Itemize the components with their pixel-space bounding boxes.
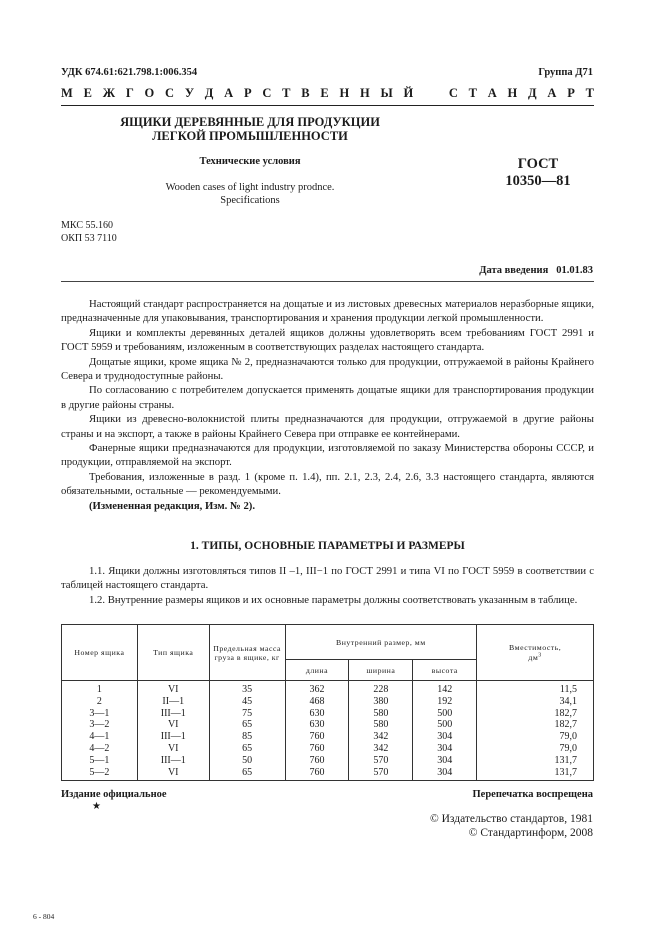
cell-width: 570	[349, 755, 413, 767]
banner-letter: Т	[585, 86, 594, 100]
cell-number: 5—1	[62, 755, 138, 767]
star-mark: ★	[92, 801, 101, 812]
header-height: высота	[413, 660, 477, 681]
intro-text	[61, 297, 594, 513]
date-label: Дата введения	[479, 265, 549, 276]
cell-number: 4—2	[62, 743, 138, 755]
english-title	[90, 181, 410, 207]
classification-codes	[61, 219, 117, 245]
section-text	[61, 564, 594, 607]
cell-mass: 65	[209, 719, 285, 731]
table-row	[62, 708, 594, 720]
cell-capacity: 182,7	[477, 708, 594, 720]
header-width: ширина	[349, 660, 413, 681]
reprint-notice: Перепечатка воспрещена	[472, 789, 593, 800]
banner-letter: Г	[125, 86, 134, 100]
title-line-2: ЛЕГКОЙ ПРОМЫШЛЕННОСТИ	[152, 129, 348, 143]
table-row	[62, 719, 594, 731]
banner-letter: А	[224, 86, 234, 100]
cell-length: 362	[285, 681, 349, 696]
banner-letter: Т	[282, 86, 291, 100]
cell-height: 304	[413, 767, 477, 781]
official-edition: Издание официальное	[61, 789, 167, 800]
banner-letter: С	[448, 86, 458, 100]
cell-capacity: 131,7	[477, 755, 594, 767]
header-capacity	[477, 625, 594, 681]
cell-type: III—1	[137, 708, 209, 720]
header-length: длина	[285, 660, 349, 681]
cell-number: 1	[62, 681, 138, 696]
banner-letter: Д	[204, 86, 214, 100]
cell-length: 760	[285, 767, 349, 781]
paragraph: 1.1. Ящики должны изготовляться типов II –1, III−1 по ГОСТ 2991 и типа VI по ГОСТ 5959 в соответствии с таблицей настоящего стандарта.	[61, 565, 594, 592]
cell-capacity: 11,5	[477, 681, 594, 696]
banner-letter: Р	[567, 86, 575, 100]
document-title	[90, 115, 410, 143]
cell-mass: 65	[209, 743, 285, 755]
paragraph: Настоящий стандарт распространяется на дощатые и из листовых древесных материалов неразборные ящики, предназначенные для упаковывания, транспортирования и хранения продукции легкой промышленности.	[61, 298, 594, 325]
table-row	[62, 681, 594, 696]
revision-note: (Измененная редакция, Изм. № 2).	[89, 499, 256, 512]
paragraph: Ящики и комплекты деревянных деталей ящиков должны удовлетворять всем требованиям ГОСТ 2991 и ГОСТ 5959 и требованиям, изложенным в соответствующих разделах настоящего стандарта.	[61, 326, 594, 354]
capacity-label: Вместимость, $дм^3$	[508, 643, 562, 662]
gost-code: 10350—81	[505, 173, 571, 189]
cell-capacity: 34,1	[477, 696, 594, 708]
table-row	[62, 767, 594, 781]
cell-height: 304	[413, 731, 477, 743]
cell-capacity: 79,0	[477, 743, 594, 755]
banner-letter: У	[184, 86, 195, 100]
header-type: Тип ящика	[137, 625, 209, 681]
cell-length: 630	[285, 719, 349, 731]
banner-letter: А	[547, 86, 557, 100]
mks-code: МКС 55.160	[61, 220, 113, 231]
cell-mass: 85	[209, 731, 285, 743]
banner-letter: Е	[83, 86, 92, 100]
header-inner-size: Внутренний размер, мм	[285, 625, 477, 660]
cell-height: 304	[413, 743, 477, 755]
title-line-1: ЯЩИКИ ДЕРЕВЯННЫЕ ДЛЯ ПРОДУКЦИИ	[120, 115, 380, 129]
cell-capacity: 79,0	[477, 731, 594, 743]
banner-letter: С	[165, 86, 175, 100]
cell-type: III—1	[137, 755, 209, 767]
okp-code: ОКП 53 7110	[61, 233, 117, 244]
banner-letter: А	[487, 86, 497, 100]
cell-width: 580	[349, 708, 413, 720]
cell-width: 342	[349, 743, 413, 755]
cell-type: VI	[137, 719, 209, 731]
print-mark: 6 - 804	[33, 912, 55, 921]
cell-height: 304	[413, 755, 477, 767]
copyright	[430, 812, 593, 840]
box-parameters-table	[61, 624, 594, 781]
cell-length: 630	[285, 708, 349, 720]
copyright-line-2: © Стандартинформ, 2008	[468, 827, 593, 839]
paragraph: Требования, изложенные в разд. 1 (кроме п. 1.4), пп. 2.1, 2.3, 2.4, 2.6, 3.3 настоящего стандарта, являются обязательными, остальные — рекомендуемыми.	[61, 470, 594, 498]
banner-letter: О	[144, 86, 155, 100]
cell-number: 3—2	[62, 719, 138, 731]
banner-letter	[424, 86, 438, 101]
cell-capacity: 182,7	[477, 719, 594, 731]
cell-width: 580	[349, 719, 413, 731]
cell-type: II—1	[137, 696, 209, 708]
banner-letter: В	[301, 86, 310, 100]
cell-height: 142	[413, 681, 477, 696]
cell-mass: 65	[209, 767, 285, 781]
table-row	[62, 696, 594, 708]
header-rule	[61, 105, 594, 106]
cell-width: 342	[349, 731, 413, 743]
cell-height: 500	[413, 719, 477, 731]
copyright-line-1: © Издательство стандартов, 1981	[429, 813, 593, 825]
banner-letter: С	[262, 86, 272, 100]
cell-type: VI	[137, 743, 209, 755]
group-code: Группа Д71	[538, 67, 593, 78]
cell-type: VI	[137, 767, 209, 781]
cell-mass: 35	[209, 681, 285, 696]
cell-length: 760	[285, 731, 349, 743]
cell-capacity: 131,7	[477, 767, 594, 781]
gost-number	[478, 156, 598, 190]
cell-length: 760	[285, 755, 349, 767]
banner-letter: Е	[320, 86, 329, 100]
banner-letter: М	[61, 86, 73, 100]
cell-type: III—1	[137, 731, 209, 743]
banner-letter: Д	[528, 86, 537, 100]
cell-height: 500	[413, 708, 477, 720]
paragraph: Фанерные ящики предназначаются для продукции, изготовляемой по заказу Министерства обороны СССР, и продукции, отправляемой на экспорт.	[61, 442, 594, 469]
paragraph: Ящики из древесно-волокнистой плиты предназначаются для продукции, отгружаемой в другие районы страны и на экспорт, а также в районы Крайнего Севера при отправке ее контейнерами.	[61, 413, 594, 440]
standard-banner	[61, 86, 594, 101]
cell-mass: 45	[209, 696, 285, 708]
header-mass: Предельная масса груза в ящике, кг	[209, 625, 285, 681]
table-row	[62, 731, 594, 743]
date-value: 01.01.83	[556, 265, 593, 276]
section-title: 1. ТИПЫ, ОСНОВНЫЕ ПАРАМЕТРЫ И РАЗМЕРЫ	[190, 540, 465, 552]
cell-number: 3—1	[62, 708, 138, 720]
document-subtitle: Технические условия	[199, 156, 301, 167]
table-row	[62, 743, 594, 755]
cell-width: 228	[349, 681, 413, 696]
cell-mass: 75	[209, 708, 285, 720]
date-rule	[61, 281, 594, 282]
cell-height: 192	[413, 696, 477, 708]
banner-letter: Р	[243, 86, 252, 100]
banner-letter: Й	[403, 86, 414, 100]
paragraph: По согласованию с потребителем допускается применять дощатые ящики для транспортирования продукции в другие районы страны.	[61, 384, 594, 411]
banner-letter: Ы	[380, 86, 393, 100]
introduction-date	[479, 265, 593, 276]
header-number: Номер ящика	[62, 625, 138, 681]
cell-width: 380	[349, 696, 413, 708]
cell-length: 468	[285, 696, 349, 708]
cell-number: 2	[62, 696, 138, 708]
paragraph: Дощатые ящики, кроме ящика № 2, предназначаются только для продукции, отгружаемой в районы Крайнего Севера и труднодоступные районы.	[61, 355, 594, 383]
udk-code: УДК 674.61:621.798.1:006.354	[61, 67, 198, 78]
cell-number: 4—1	[62, 731, 138, 743]
gost-label: ГОСТ	[517, 156, 559, 172]
banner-letter: Ж	[102, 86, 116, 100]
cell-mass: 50	[209, 755, 285, 767]
paragraph: 1.2. Внутренние размеры ящиков и их основные параметры должны соответствовать указанным в таблице.	[89, 593, 578, 606]
cell-number: 5—2	[62, 767, 138, 781]
banner-letter: Т	[468, 86, 477, 100]
english-title-line-1: Wooden cases of light industry prodnce.	[165, 182, 335, 193]
table-row	[62, 755, 594, 767]
banner-letter: Н	[507, 86, 518, 100]
cell-type: VI	[137, 681, 209, 696]
banner-letter: Н	[339, 86, 350, 100]
cell-width: 570	[349, 767, 413, 781]
banner-letter: Н	[360, 86, 370, 100]
cell-length: 760	[285, 743, 349, 755]
english-title-line-2: Specifications	[220, 195, 280, 206]
